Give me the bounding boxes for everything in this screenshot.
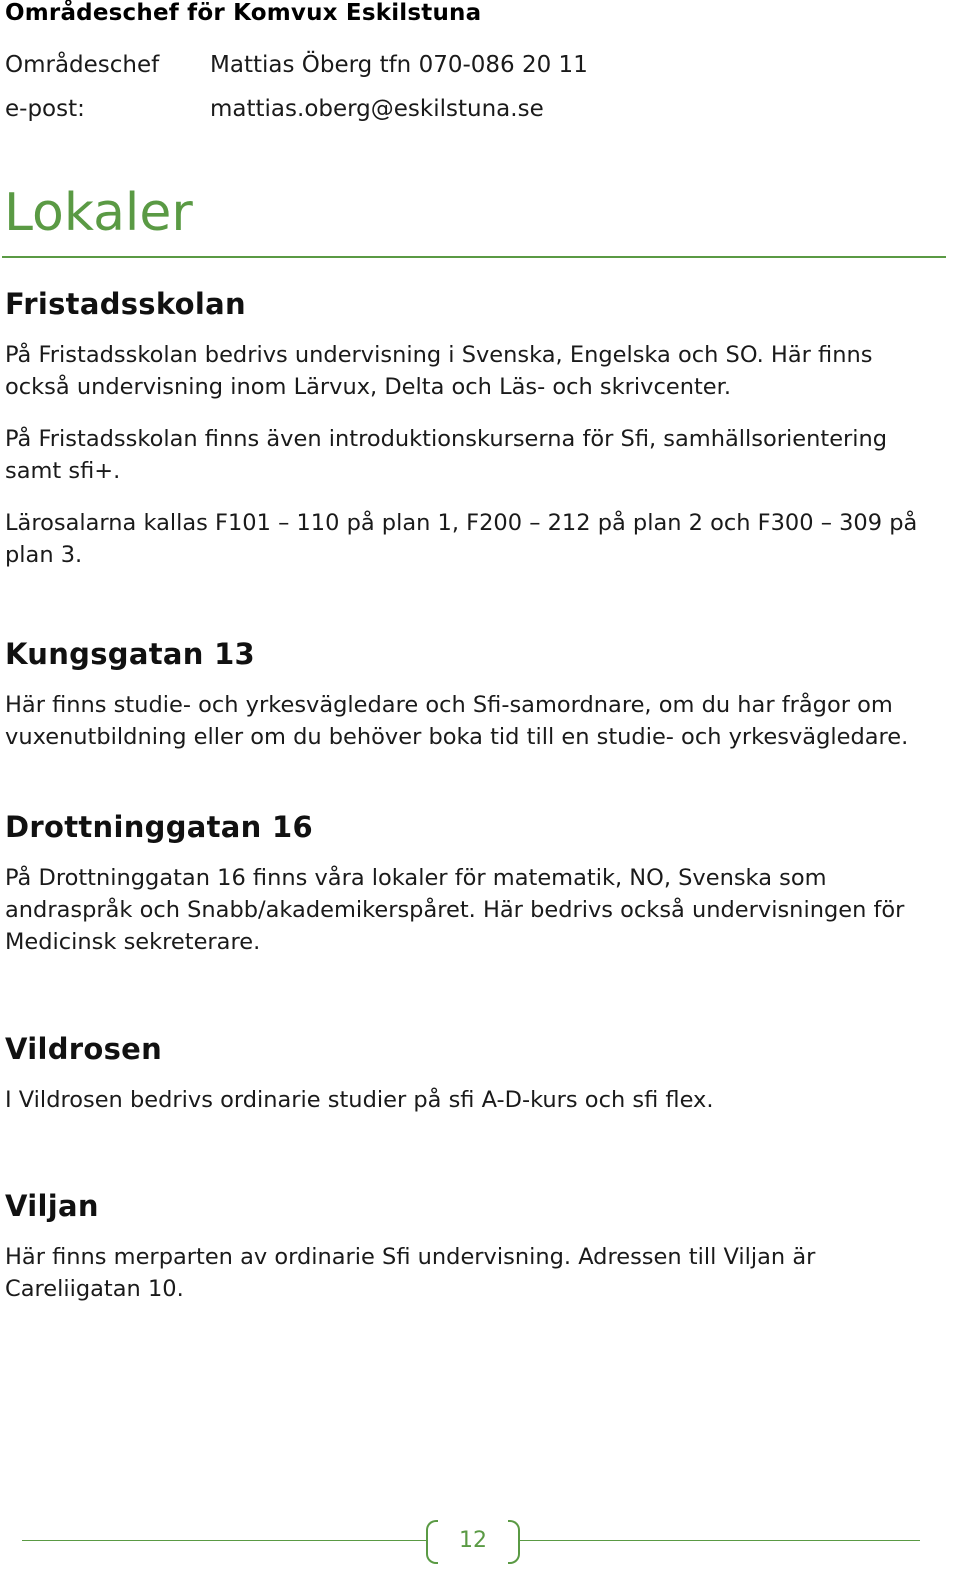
kungsgatan-paragraph: Här finns studie- och yrkesvägledare och Sfi-samordnare, om du har frågor om vuxenutbildning eller om du behöver boka tid till en studie- och yrkesvägledare.	[5, 692, 909, 750]
footer-line-right	[520, 1540, 920, 1541]
viljan-paragraph: Här finns merparten av ordinarie Sfi undervisning. Adressen till Viljan är Careliigatan 10.	[5, 1244, 816, 1302]
page-number: 12	[459, 1528, 487, 1553]
footer-line-left	[22, 1540, 426, 1541]
kungsgatan-heading: Kungsgatan 13	[5, 637, 256, 671]
fristadsskolan-paragraph-3: Lärosalarna kallas F101 – 110 på plan 1, F200 – 212 på plan 2 och F300 – 309 på plan 3.	[5, 510, 918, 568]
contact-email-value[interactable]: mattias.oberg@eskilstuna.se	[210, 96, 544, 122]
viljan-heading: Viljan	[5, 1189, 99, 1223]
section-title: Lokaler	[4, 183, 193, 243]
fristadsskolan-heading: Fristadsskolan	[5, 287, 246, 321]
contact-role-label: Områdeschef	[5, 52, 160, 78]
vildrosen-heading: Vildrosen	[5, 1032, 163, 1066]
fristadsskolan-paragraph-2: På Fristadsskolan finns även introduktionskurserna för Sfi, samhällsorientering samt sfi+.	[5, 426, 888, 484]
contact-email-label: e-post:	[5, 96, 85, 122]
drottninggatan-heading: Drottninggatan 16	[5, 810, 313, 844]
vildrosen-paragraph: I Vildrosen bedrivs ordinarie studier på sfi A-D-kurs och sfi flex.	[5, 1087, 714, 1113]
contact-role-value: Mattias Öberg tfn 070-086 20 11	[210, 52, 588, 78]
drottninggatan-paragraph: På Drottninggatan 16 finns våra lokaler för matematik, NO, Svenska som andraspråk och Snabb/akademikerspåret. Här bedrivs också undervisningen för Medicinsk sekreterare.	[5, 865, 905, 955]
fristadsskolan-paragraph-1: På Fristadsskolan bedrivs undervisning i Svenska, Engelska och SO. Här finns också undervisning inom Lärvux, Delta och Läs- och skrivcenter.	[5, 342, 873, 400]
section-divider	[2, 256, 946, 258]
document-header-title: Områdeschef för Komvux Eskilstuna	[5, 0, 482, 26]
